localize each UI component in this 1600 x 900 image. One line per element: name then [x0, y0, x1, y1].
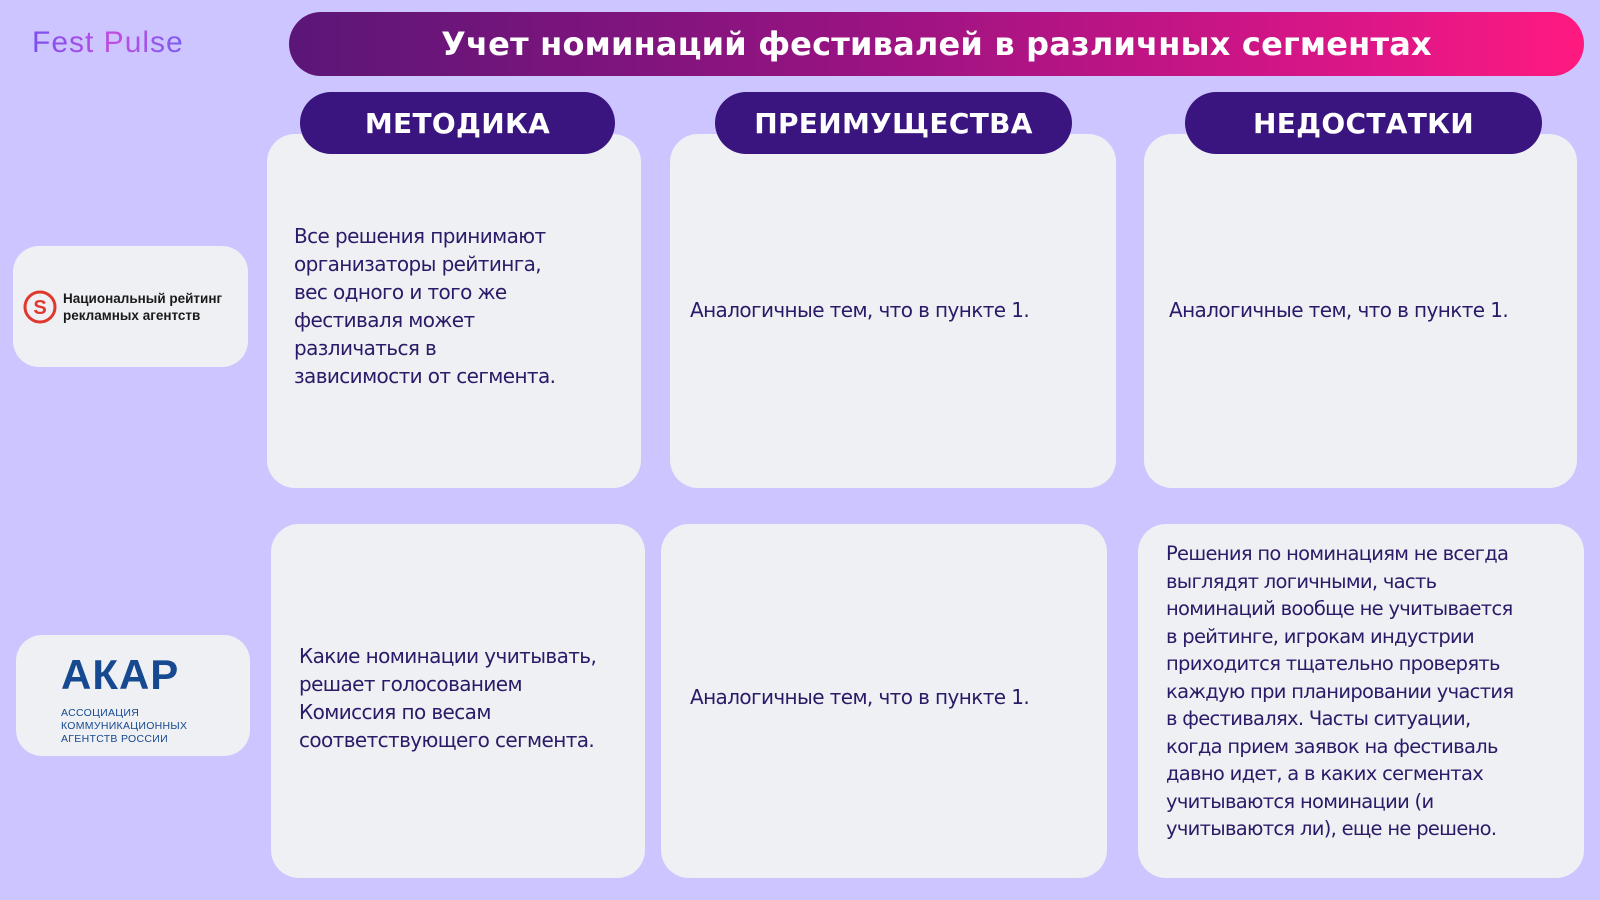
row2-advantages-text: Аналогичные тем, что в пункте 1. [690, 685, 1030, 709]
row1-advantages-card [670, 134, 1116, 488]
row2-advantages-card [661, 524, 1107, 878]
row1-disadvantages-card [1144, 134, 1577, 488]
row2-disadvantages-card [1138, 524, 1584, 878]
column-header-method: МЕТОДИКА [300, 92, 615, 154]
nra-logo-card [13, 246, 248, 367]
row2-method-card [271, 524, 645, 878]
nra-logo-text: Национальный рейтинг рекламных агентств [63, 291, 223, 323]
brand-logo: Fest Pulse [32, 26, 184, 59]
row1-method-card [267, 134, 641, 488]
svg-text:S: S [33, 297, 47, 319]
column-header-disadvantages: НЕДОСТАТКИ [1185, 92, 1542, 154]
row1-advantages-text: Аналогичные тем, что в пункте 1. [690, 298, 1030, 322]
row2-disadvantages-text: Решения по номинациям не всегда выглядят логичными, часть номинаций вообще не учитывается в рейтинге, игрокам индустрии приходится тщательно проверять каждую при планировании участия в фестивалях. Часты ситуации, когда прием заявок на фестиваль давно идет, а в каких сегментах учитываются номинации (и учитываются ли), еще не решено. [1166, 542, 1514, 840]
column-header-advantages: ПРЕИМУЩЕСТВА [715, 92, 1072, 154]
page-title: Учет номинаций фестивалей в различных сегментах [441, 25, 1432, 63]
akar-logo-card [16, 635, 250, 756]
akar-logo-subtitle: АССОЦИАЦИЯ КОММУНИКАЦИОННЫХ АГЕНТСТВ РОССИИ [61, 707, 188, 745]
row1-disadvantages-text: Аналогичные тем, что в пункте 1. [1169, 298, 1509, 322]
nra-logo-icon [23, 290, 57, 324]
row1-method-text: Все решения принимают организаторы рейтинга, вес одного и того же фестиваля может различаться в зависимости от сегмента. [294, 224, 556, 388]
title-banner [289, 12, 1584, 76]
akar-logo-wordmark: АКАР [61, 651, 180, 698]
row2-method-text: Какие номинации учитывать, решает голосованием Комиссия по весам соответствующего сегмента. [299, 644, 597, 752]
